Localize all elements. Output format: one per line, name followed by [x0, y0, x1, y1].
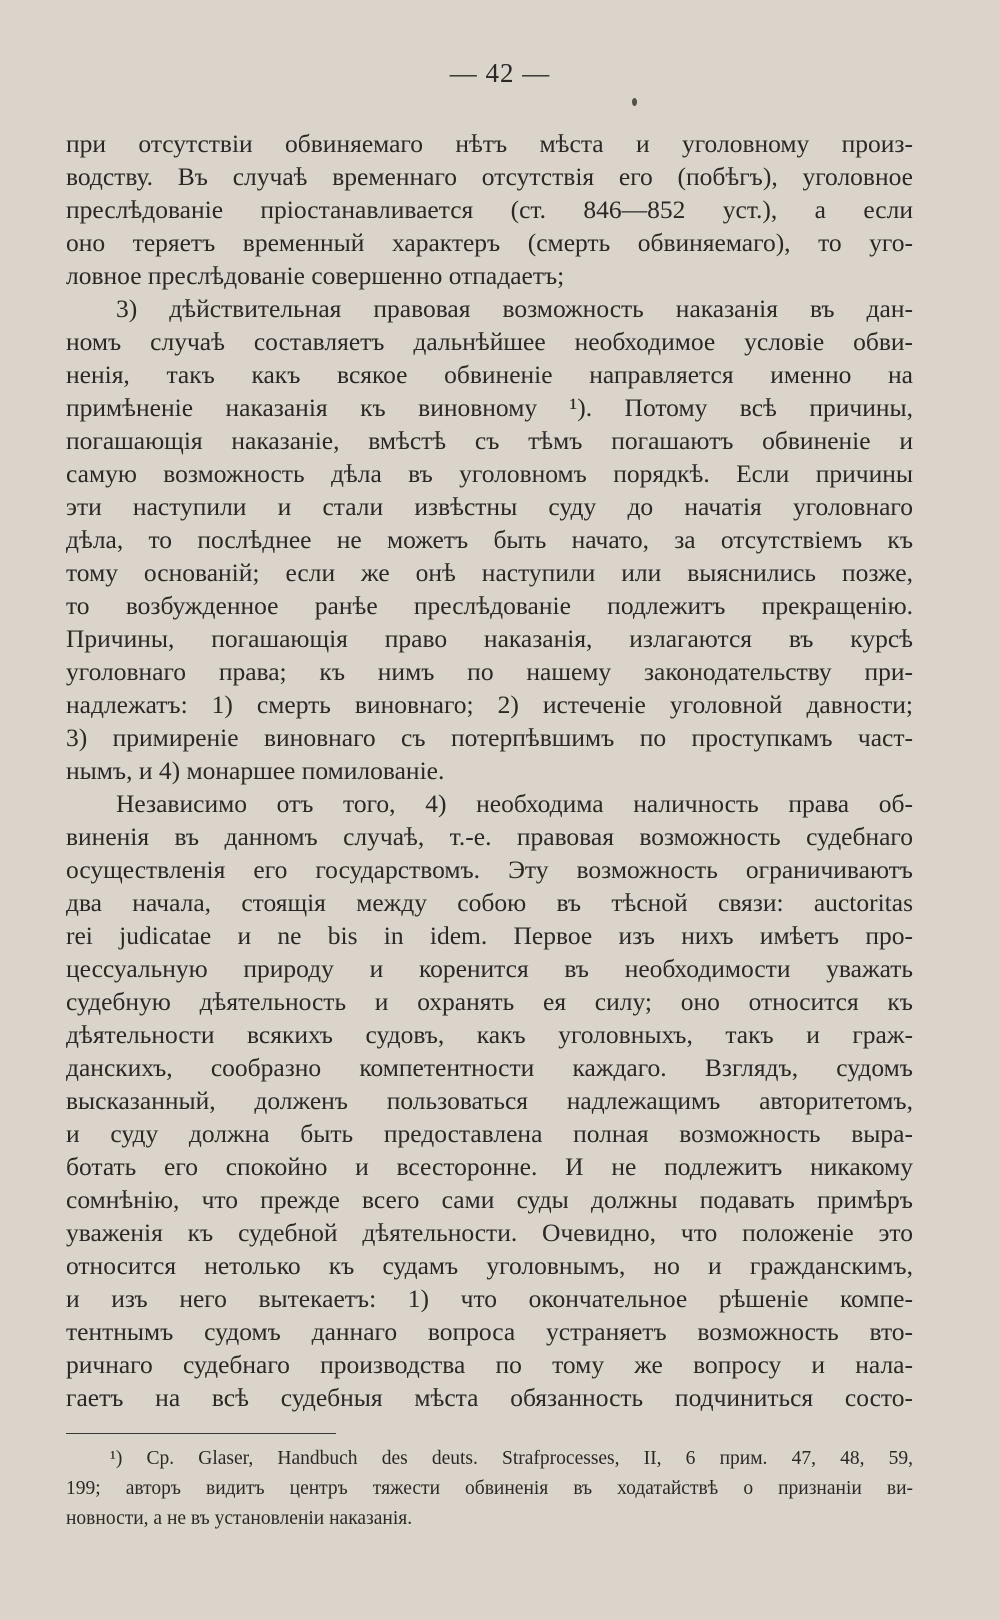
text-line: ненія, такъ какъ всякое обвиненіе направляется именно на	[66, 360, 913, 389]
text-line: тентнымъ судомъ даннаго вопроса устраняетъ возможность вто-	[66, 1317, 913, 1346]
text-line: и изъ него вытекаетъ: 1) что окончательное рѣшеніе компе-	[66, 1284, 913, 1313]
text-line: то возбужденное ранѣе преслѣдованіе подлежитъ прекращенію.	[66, 591, 913, 620]
text-line: тому основаній; если же онѣ наступили или выяснились позже,	[66, 558, 913, 587]
text-line: дѣятельности всякихъ судовъ, какъ уголовныхъ, такъ и граж-	[66, 1020, 913, 1049]
text-line: уголовнаго права; къ нимъ по нашему законодательству при-	[66, 657, 913, 686]
text-line: при отсутствіи обвиняемаго нѣтъ мѣста и уголовному произ-	[66, 129, 913, 158]
footnote-line: ¹) Ср. Glaser, Handbuch des deuts. Strafprocesses, II, 6 прим. 47, 48, 59,	[110, 1448, 913, 1469]
text-line: гаетъ на всѣ судебныя мѣста обязанность подчиниться состо-	[66, 1383, 913, 1412]
footnote	[66, 1444, 913, 1534]
text-line: Причины, погашающія право наказанія, излагаются въ курсѣ	[66, 624, 913, 653]
text-line: данскихъ, сообразно компетентности каждаго. Взглядъ, судомъ	[66, 1053, 913, 1082]
text-line: виненія въ данномъ случаѣ, т.-е. правовая возможность судебнаго	[66, 822, 913, 851]
text-line: высказанный, долженъ пользоваться надлежащимъ авторитетомъ,	[66, 1086, 913, 1115]
text-line: ричнаго судебнаго производства по тому же вопросу и нала-	[66, 1350, 913, 1379]
footnote-divider	[66, 1433, 336, 1434]
footnote-line: 199; авторъ видитъ центръ тяжести обвиненія въ ходатайствѣ о признаніи ви-	[66, 1478, 913, 1499]
text-line: надлежатъ: 1) смерть виновнаго; 2) истеченіе уголовной давности;	[66, 690, 913, 719]
text-line: 3) дѣйствительная правовая возможность наказанія въ дан-	[116, 294, 913, 323]
text-line: относится нетолько къ судамъ уголовнымъ, но и гражданскимъ,	[66, 1251, 913, 1280]
text-line: преслѣдованіе пріостанавливается (ст. 846—852 уст.), а если	[66, 195, 913, 224]
text-line: rei judicatae и ne bis in idem. Первое изъ нихъ имѣетъ про-	[66, 921, 913, 950]
text-line: самую возможность дѣла въ уголовномъ порядкѣ. Если причины	[66, 459, 913, 488]
text-line: 3) примиреніе виновнаго съ потерпѣвшимъ по проступкамъ част-	[66, 723, 913, 752]
text-line: судебную дѣятельность и охранять ея силу; оно относится къ	[66, 987, 913, 1016]
text-line: номъ случаѣ составляетъ дальнѣйшее необходимое условіе обви-	[66, 327, 913, 356]
text-line: эти наступили и стали извѣстны суду до начатія уголовнаго	[66, 492, 913, 521]
text-line: Независимо отъ того, 4) необходима наличность права об-	[116, 789, 913, 818]
footnote-line: новности, а не въ установленіи наказанія.	[66, 1508, 413, 1529]
body-text	[66, 127, 913, 1414]
page-number: — 42 —	[449, 58, 551, 88]
text-line: дѣла, то послѣднее не можетъ быть начато, за отсутствіемъ къ	[66, 525, 913, 554]
text-line: сомнѣнію, что прежде всего сами суды должны подавать примѣръ	[66, 1185, 913, 1214]
text-line: нымъ, и 4) монаршее помилованіе.	[66, 756, 445, 785]
text-line: осуществленія его государствомъ. Эту возможность ограничиваютъ	[66, 855, 913, 884]
text-line: ботать его спокойно и всесторонне. И не подлежитъ никакому	[66, 1152, 913, 1181]
text-line: водству. Въ случаѣ временнаго отсутствія его (побѣгъ), уголовное	[66, 162, 913, 191]
text-line: два начала, стоящія между собою въ тѣсной связи: auctoritas	[66, 888, 913, 917]
text-line: уваженія къ судебной дѣятельности. Очевидно, что положеніе это	[66, 1218, 913, 1247]
text-line: оно теряетъ временный характеръ (смерть обвиняемаго), то уго-	[66, 228, 913, 257]
text-line: цессуальную природу и коренится въ необходимости уважать	[66, 954, 913, 983]
text-line: примѣненіе наказанія къ виновному ¹). Потому всѣ причины,	[66, 393, 913, 422]
text-line: ловное преслѣдованіе совершенно отпадаетъ;	[66, 261, 565, 290]
text-line: погашающія наказаніе, вмѣстѣ съ тѣмъ погашаютъ обвиненіе и	[66, 426, 913, 455]
pencil-mark	[632, 98, 637, 106]
text-line: и суду должна быть предоставлена полная возможность выра-	[66, 1119, 913, 1148]
